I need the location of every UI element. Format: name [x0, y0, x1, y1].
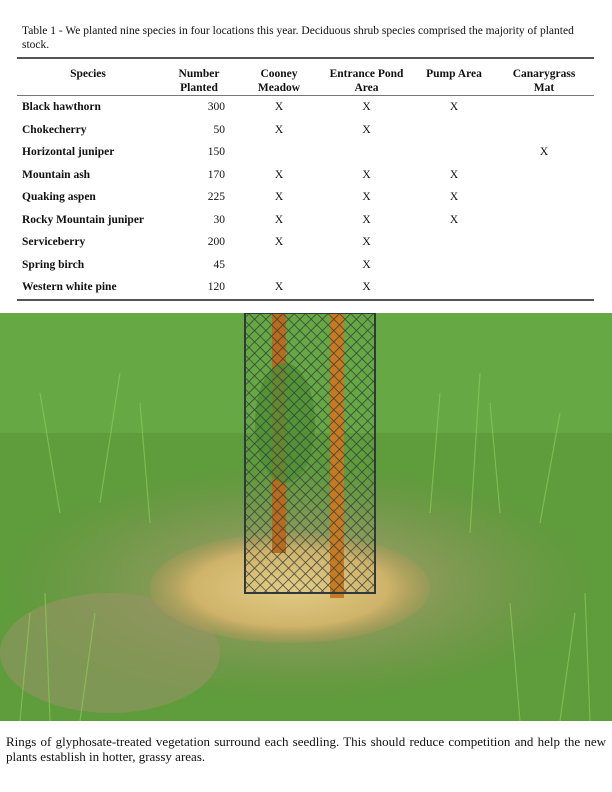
cell-number: 300 — [207, 101, 225, 114]
cell-species: Black hawthorn — [22, 101, 101, 114]
seedling-photo — [0, 313, 612, 721]
column-header-line: Area — [354, 82, 379, 94]
cell-species: Quaking aspen — [22, 191, 96, 204]
cell-number: 225 — [207, 191, 225, 204]
table-bottom-rule — [17, 299, 594, 301]
cell-entrance: X — [362, 236, 371, 249]
cell-species: Western white pine — [22, 281, 117, 294]
column-header-5 — [494, 59, 594, 95]
photo-caption: Rings of glyphosate-treated vegetation surround each seedling. This should reduce competition and help the new plants establish in hotter, grassy areas. — [6, 734, 606, 764]
cell-species: Horizontal juniper — [22, 146, 115, 159]
cell-pump — [414, 119, 494, 142]
cell-canary: X — [539, 146, 549, 159]
cell-species: Spring birch — [22, 258, 85, 271]
cell-number: 170 — [207, 168, 225, 181]
cell-entrance: X — [362, 258, 371, 271]
cell-cooney: X — [274, 101, 284, 114]
cell-cooney: X — [274, 213, 284, 226]
table-row — [17, 96, 594, 119]
cell-entrance: X — [362, 123, 371, 136]
table-row — [17, 276, 594, 299]
table-row — [17, 141, 594, 164]
cell-species: Mountain ash — [22, 168, 91, 181]
cell-canary — [494, 276, 594, 299]
cell-canary — [494, 119, 594, 142]
cell-pump: X — [449, 213, 459, 226]
seedling-photo-illustration — [0, 313, 612, 721]
column-header-line: Mat — [533, 82, 555, 94]
column-header-line: Entrance Pond — [329, 68, 404, 80]
table-row — [17, 209, 594, 232]
cell-cooney: X — [274, 123, 284, 136]
column-header-3 — [319, 59, 414, 95]
column-header-line: Planted — [180, 82, 218, 94]
cell-number: 120 — [207, 281, 225, 294]
column-header-line: Canarygrass — [512, 68, 576, 80]
table-row — [17, 164, 594, 187]
cell-canary — [494, 164, 594, 187]
cell-canary — [494, 231, 594, 254]
cell-entrance: X — [362, 281, 371, 294]
cell-pump: X — [449, 191, 459, 204]
cell-number: 200 — [207, 236, 225, 249]
table-row — [17, 186, 594, 209]
cell-pump: X — [449, 168, 459, 181]
species-table — [17, 57, 594, 301]
cell-cooney: X — [274, 168, 284, 181]
cell-number: 50 — [213, 123, 225, 136]
table-row — [17, 231, 594, 254]
planting-table — [17, 59, 594, 299]
column-header-line: Meadow — [257, 82, 301, 94]
cell-entrance — [319, 141, 414, 164]
cell-cooney — [239, 141, 319, 164]
cell-entrance: X — [362, 191, 371, 204]
cell-cooney: X — [274, 191, 284, 204]
cell-canary — [494, 209, 594, 232]
column-header-line: Pump Area — [426, 68, 482, 80]
cell-number: 45 — [213, 258, 225, 271]
cell-entrance: X — [362, 168, 371, 181]
cell-species: Chokecherry — [22, 123, 87, 136]
column-header-line: Species — [70, 68, 106, 80]
column-header-line: Cooney — [260, 68, 298, 80]
cell-species: Rocky Mountain juniper — [22, 213, 145, 226]
column-header-1 — [159, 59, 239, 95]
cell-entrance: X — [362, 101, 371, 114]
column-header-0 — [17, 59, 159, 95]
cell-pump — [414, 231, 494, 254]
table-header-row — [17, 59, 594, 95]
cell-number: 150 — [207, 146, 225, 159]
cell-species: Serviceberry — [22, 236, 86, 249]
cell-cooney — [239, 254, 319, 277]
column-header-line: Number — [178, 68, 220, 80]
column-header-2 — [239, 59, 319, 95]
cell-pump — [414, 254, 494, 277]
cell-pump — [414, 141, 494, 164]
column-header-4 — [414, 59, 494, 95]
cell-canary — [494, 96, 594, 119]
cell-pump — [414, 276, 494, 299]
cell-pump: X — [449, 101, 459, 114]
cell-canary — [494, 186, 594, 209]
table-row — [17, 254, 594, 277]
table-body — [17, 96, 594, 299]
cell-number: 30 — [213, 213, 225, 226]
cell-cooney: X — [274, 281, 284, 294]
cell-cooney: X — [274, 236, 284, 249]
table-row — [17, 119, 594, 142]
cell-entrance: X — [362, 213, 371, 226]
cell-canary — [494, 254, 594, 277]
table-caption: Table 1 - We planted nine species in four locations this year. Deciduous shrub species comprised the majority of planted stock. — [22, 25, 574, 51]
